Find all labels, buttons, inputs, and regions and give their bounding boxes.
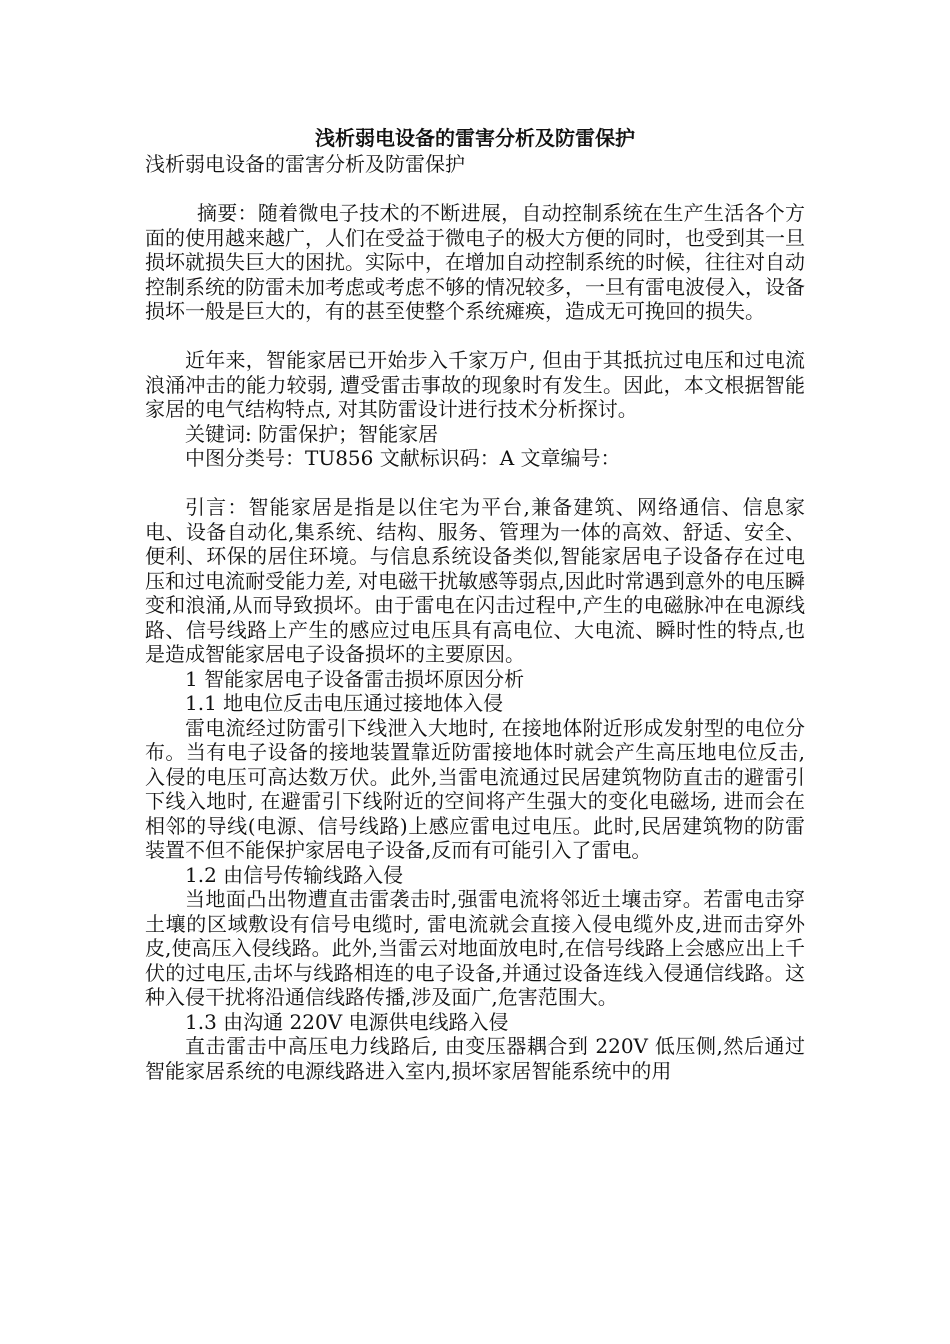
paragraph-1-3: 直击雷击中高压电力线路后, 由变压器耦合到 220V 低压侧,然后通过智能家居系统的电源线路进入室内,损坏家居智能系统中的用 (145, 1034, 805, 1083)
spacer (145, 177, 805, 202)
intro-paragraph: 近年来，智能家居已开始步入千家万户, 但由于其抵抗过电压和过电流浪涌冲击的能力较弱, 遭受雷击事故的现象时有发生。因此，本文根据智能家居的电气结构特点, 对其防雷设计进行技术分析探讨。 (145, 348, 805, 421)
document-body (145, 152, 805, 1083)
paragraph-1-2: 当地面凸出物遭直击雷袭击时,强雷电流将邻近土壤击穿。若雷电击穿土壤的区域敷设有信号电缆时, 雷电流就会直接入侵电缆外皮,进而击穿外皮,使高压入侵线路。此外,当雷云对地面放电时,在信号线路上会感应出上千伏的过电压,击坏与线路相连的电子设备,并通过设备连线入侵通信线路。这种入侵干扰将沿通信线路传播,涉及面广,危害范围大。 (145, 887, 805, 1009)
classification-line: 中图分类号：TU856 文献标识码：A 文章编号： (185, 446, 621, 470)
paragraph-1-1: 雷电流经过防雷引下线泄入大地时, 在接地体附近形成发射型的电位分布。当有电子设备的接地装置靠近防雷接地体时就会产生高压地电位反击,入侵的电压可高达数万伏。此外,当雷电流通过民居建筑物防直击的避雷引下线入地时, 在避雷引下线附近的空间将产生强大的变化电磁场, 进而会在相邻的导线(电源、信号线路)上感应雷电过电压。此时,民居建筑物的防雷装置不但不能保护家居电子设备,反而有可能引入了雷电。 (145, 715, 805, 862)
spacer (145, 324, 805, 349)
section-heading-1-3: 1.3 由沟通 220V 电源供电线路入侵 (185, 1009, 509, 1034)
section-heading-1: 1 智能家居电子设备雷击损坏原因分析 (185, 666, 525, 691)
section-heading-1-2: 1.2 由信号传输线路入侵 (185, 862, 404, 887)
preface-paragraph: 引言：智能家居是指是以住宅为平台,兼备建筑、网络通信、信息家电、设备自动化,集系统、结构、服务、管理为一体的高效、舒适、安全、便利、环保的居住环境。与信息系统设备类似,智能家居电子设备存在过电压和过电流耐受能力差, 对电磁干扰敏感等弱点,因此时常遇到意外的电压瞬变和浪涌,从而导致损坏。由于雷电在闪击过程中,产生的电磁脉冲在电源线路、信号线路上产生的感应过电压具有高电位、大电流、瞬时性的特点,也是造成智能家居电子设备损坏的主要原因。 (145, 495, 805, 666)
document-subtitle: 浅析弱电设备的雷害分析及防雷保护 (145, 152, 465, 176)
abstract-paragraph: 摘要：随着微电子技术的不断进展，自动控制系统在生产生活各个方面的使用越来越广，人们在受益于微电子的极大方便的同时，也受到其一旦损坏就损失巨大的困扰。实际中，在增加自动控制系统的时候，往往对自动控制系统的防雷未加考虑或考虑不够的情况较多，一旦有雷电波侵入，设备损坏一般是巨大的，有的甚至使整个系统瘫痪，造成无可挽回的损失。 (145, 201, 805, 323)
document-title: 浅析弱电设备的雷害分析及防雷保护 (315, 126, 635, 150)
keywords-line: 关键词: 防雷保护；智能家居 (185, 421, 439, 446)
section-heading-1-1: 1.1 地电位反击电压通过接地体入侵 (185, 691, 504, 715)
spacer (145, 471, 805, 496)
